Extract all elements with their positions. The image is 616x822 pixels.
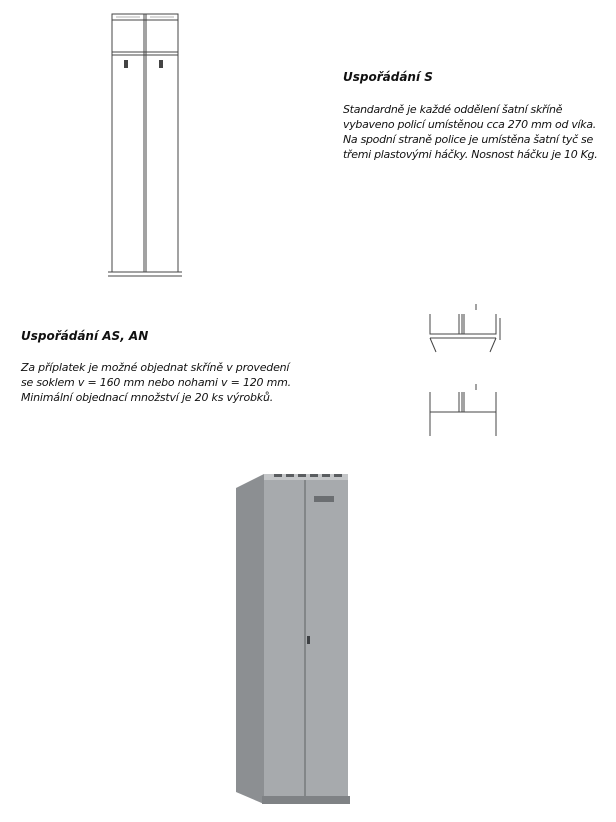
legs-drawing: [426, 380, 502, 438]
plinth-drawing: [426, 300, 502, 358]
section-as-an: [21, 329, 321, 405]
section-as-an-body: Za příplatek je možné objednat skříně v provedení se soklem v = 160 mm nebo nohami v = 120 mm. Minimální objednací množství je 20 ks výrobků.: [21, 361, 291, 404]
hook-icon: [124, 60, 128, 68]
section-s-heading: Uspořádání S: [343, 70, 433, 84]
section-as-an-heading: Uspořádání AS, AN: [21, 329, 149, 343]
section-s: [343, 70, 613, 162]
hook-icon: [159, 60, 163, 68]
locker-side: [236, 474, 264, 804]
locker-outline: [112, 14, 178, 272]
label-holder: [314, 496, 334, 502]
section-s-body: Standardně je každé oddělení šatní skříně vybaveno policí umístěnou cca 270 mm od víka. Na spodní straně police je umístěna šatní tyč se třemi plastovými háčky. Nosnost háčku je 10 Kg.: [343, 103, 598, 161]
locker-s-drawing: [104, 8, 186, 280]
locker-photo: [228, 470, 354, 810]
lock-icon: [307, 636, 310, 644]
locker-front: [264, 480, 348, 798]
